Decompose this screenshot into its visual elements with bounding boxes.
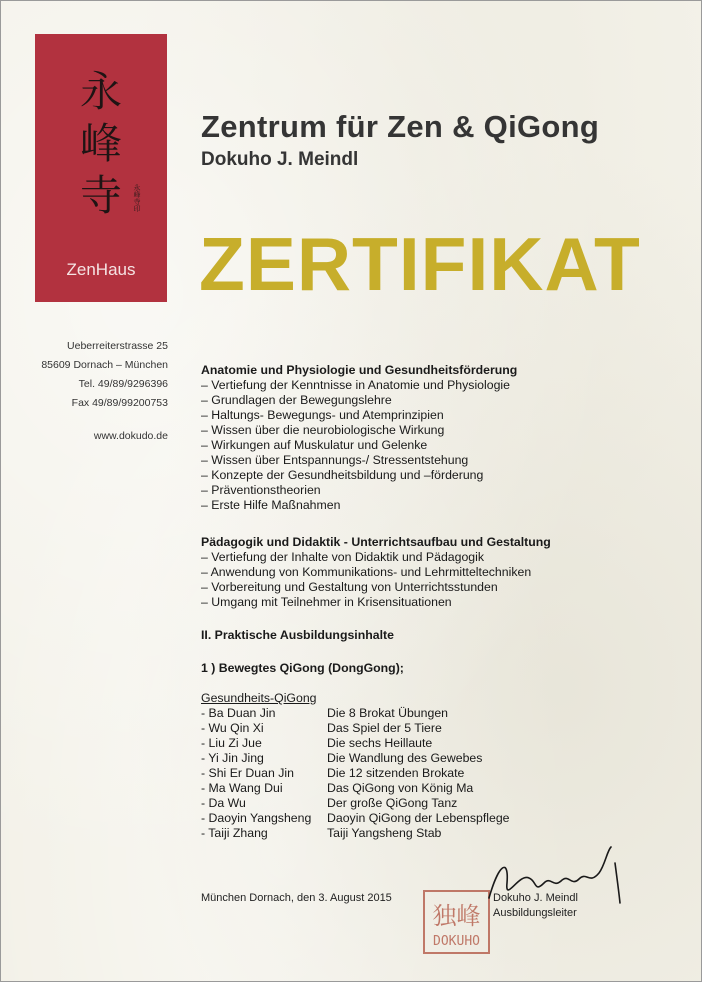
qigong-description: Die 12 sitzenden Brokate	[327, 766, 465, 780]
logo-kanji-char: 寺	[79, 171, 122, 220]
list-item: – Umgang mit Teilnehmer in Krisensituationen	[201, 595, 452, 609]
qigong-name: - Ba Duan Jin	[201, 706, 276, 720]
address-city: 85609 Dornach – München	[41, 359, 168, 371]
section-list	[201, 378, 681, 513]
qigong-description: Daoyin QiGong der Lebenspflege	[327, 811, 510, 825]
list-item: – Präventionstheorien	[201, 483, 321, 497]
address-street: Ueberreiterstrasse 25	[67, 340, 168, 352]
signer-role: Ausbildungsleiter	[493, 907, 577, 919]
list-item	[201, 826, 681, 841]
center-title: Zentrum für Zen & QiGong	[201, 109, 600, 144]
place-and-date: München Dornach, den 3. August 2015	[201, 892, 392, 904]
list-item: – Erste Hilfe Maßnahmen	[201, 498, 341, 512]
list-item	[201, 706, 681, 721]
list-item: – Vorbereitung und Gestaltung von Unterrichtsstunden	[201, 580, 498, 594]
list-item: – Grundlagen der Bewegungslehre	[201, 393, 392, 407]
logo-kanji	[35, 66, 167, 222]
center-subtitle: Dokuho J. Meindl	[201, 149, 359, 170]
address-website: www.dokudo.de	[93, 430, 168, 442]
zenhaus-logo	[35, 34, 167, 302]
qigong-description: Der große QiGong Tanz	[327, 796, 458, 810]
list-item: – Anwendung von Kommunikations- und Lehrmitteltechniken	[201, 565, 532, 579]
qigong-category-label: Gesundheits-QiGong	[201, 691, 317, 705]
section-heading: II. Praktische Ausbildungsinhalte	[201, 628, 394, 642]
section-list	[201, 550, 681, 610]
signer-block	[493, 891, 578, 921]
logo-kanji-char: 峰	[79, 119, 122, 168]
list-item: – Konzepte der Gesundheitsbildung und –förderung	[201, 468, 484, 482]
qigong-name: - Yi Jin Jing	[201, 751, 264, 765]
subsection-heading: 1 ) Bewegtes QiGong (DongGong);	[201, 661, 404, 675]
stamp-label: DOKUHO	[433, 934, 480, 949]
qigong-description: Die sechs Heillaute	[327, 736, 433, 750]
list-item	[201, 751, 681, 766]
list-item	[201, 781, 681, 796]
qigong-description: Das Spiel der 5 Tiere	[327, 721, 442, 735]
qigong-description: Die Wandlung des Gewebes	[327, 751, 483, 765]
logo-seal-text: 永峰寺印	[133, 184, 140, 212]
section-heading: Anatomie und Physiologie und Gesundheitsförderung	[201, 363, 518, 377]
certificate-content	[201, 363, 681, 841]
list-item	[201, 766, 681, 781]
list-item	[201, 736, 681, 751]
list-item: – Wissen über die neurobiologische Wirkung	[201, 423, 445, 437]
qigong-name: - Liu Zi Jue	[201, 736, 262, 750]
section-heading: Pädagogik und Didaktik - Unterrichtsaufbau und Gestaltung	[201, 535, 551, 549]
qigong-name: - Wu Qin Xi	[201, 721, 264, 735]
list-item	[201, 796, 681, 811]
list-item: – Vertiefung der Kenntnisse in Anatomie und Physiologie	[201, 378, 510, 392]
logo-brand-name: ZenHaus	[66, 260, 136, 279]
stamp-kanji: 独峰	[432, 902, 481, 930]
qigong-description: Taiji Yangsheng Stab	[327, 826, 442, 840]
certificate-heading: ZERTIFIKAT	[199, 222, 641, 306]
qigong-description: Die 8 Brokat Übungen	[327, 706, 448, 720]
qigong-name: - Taiji Zhang	[201, 826, 268, 840]
qigong-list	[201, 706, 681, 841]
list-item: – Wirkungen auf Muskulatur und Gelenke	[201, 438, 428, 452]
list-item: – Vertiefung der Inhalte von Didaktik und Pädagogik	[201, 550, 485, 564]
qigong-name: - Shi Er Duan Jin	[201, 766, 294, 780]
qigong-name: - Da Wu	[201, 796, 246, 810]
address-tel: Tel. 49/89/9296396	[78, 378, 168, 390]
address-block	[35, 337, 168, 446]
logo-kanji-char: 永	[79, 67, 122, 116]
list-item: – Wissen über Entspannungs-/ Stressentstehung	[201, 453, 469, 467]
signer-name: Dokuho J. Meindl	[493, 892, 578, 904]
address-fax: Fax 49/89/99200753	[71, 397, 168, 409]
qigong-name: - Ma Wang Dui	[201, 781, 283, 795]
qigong-description: Das QiGong von König Ma	[327, 781, 474, 795]
list-item	[201, 811, 681, 826]
list-item: – Haltungs- Bewegungs- und Atemprinzipien	[201, 408, 444, 422]
list-item	[201, 721, 681, 736]
qigong-name: - Daoyin Yangsheng	[201, 811, 312, 825]
